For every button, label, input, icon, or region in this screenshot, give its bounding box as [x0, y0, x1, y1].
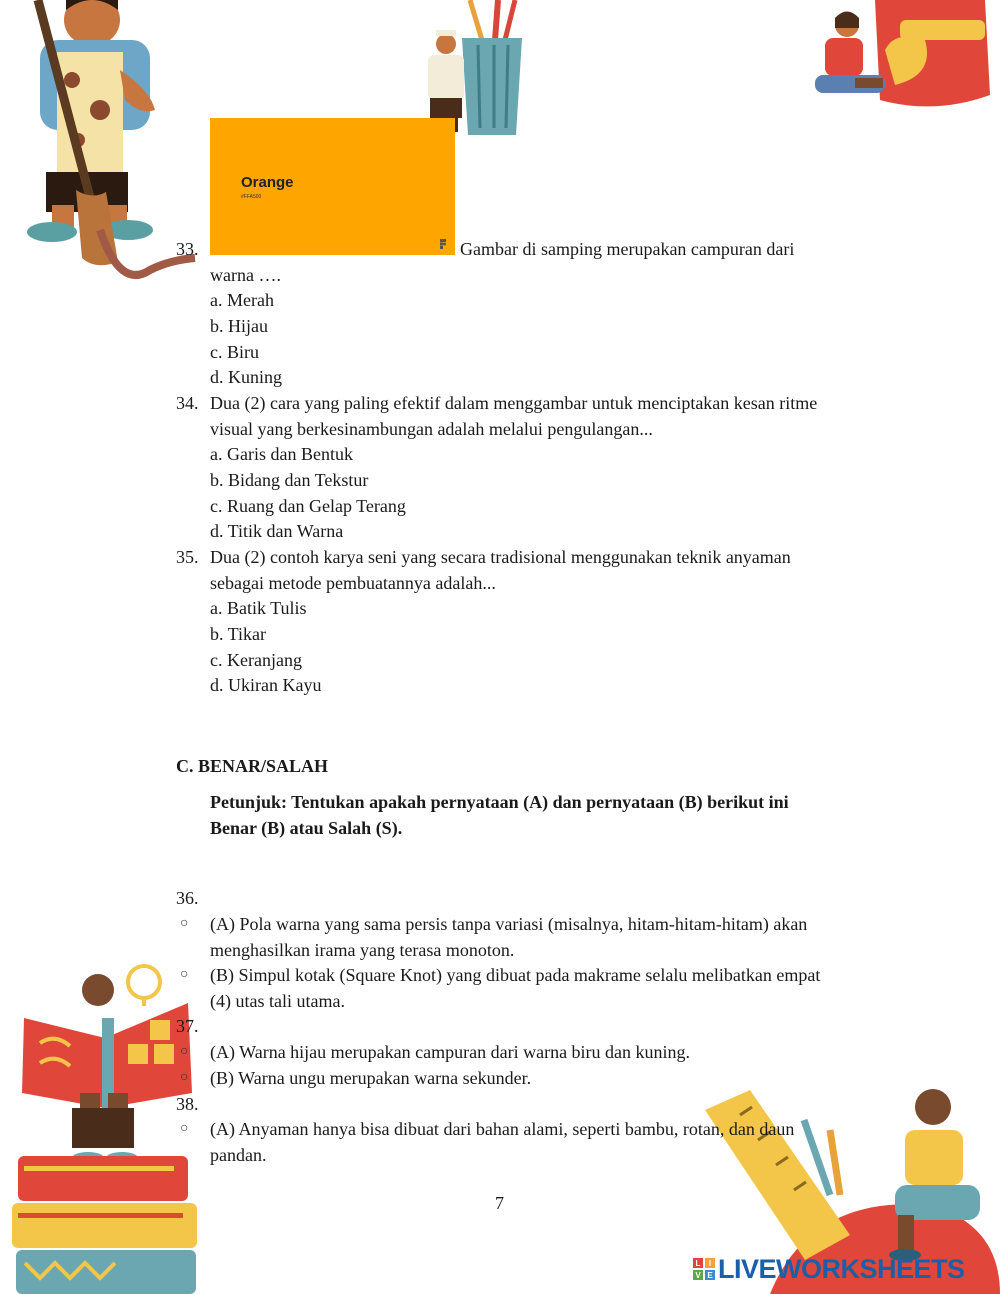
question-34-text-cont: visual yang berkesinambungan adalah melalui pengulangan... — [210, 419, 653, 439]
statement-b: (B) Simpul kotak (Square Knot) yang dibuat pada makrame selalu melibatkan empat — [210, 965, 821, 985]
statement-a: (A) Warna hijau merupakan campuran dari warna biru dan kuning. — [210, 1042, 691, 1062]
question-35-text-cont: sebagai metode pembuatannya adalah... — [210, 573, 496, 593]
option-d: d. Kuning — [210, 367, 282, 387]
question-33-text: Gambar di samping merupakan campuran dari — [460, 239, 795, 259]
question-38-number: 38. — [176, 1094, 199, 1114]
option-c: c. Biru — [210, 342, 259, 362]
statement-b: (B) Warna ungu merupakan warna sekunder. — [210, 1068, 532, 1088]
option-a: a. Garis dan Bentuk — [210, 444, 353, 464]
swatch-hex: #FFA500 — [241, 194, 262, 200]
option-a: a. Batik Tulis — [210, 598, 307, 618]
question-33-number: 33. — [176, 239, 199, 259]
question-33-text-cont: warna …. — [210, 265, 281, 285]
statement-a-cont: pandan. — [210, 1145, 267, 1165]
statement-a: (A) Anyaman hanya bisa dibuat dari bahan alami, seperti bambu, rotan, dan daun — [210, 1119, 795, 1139]
statement-a: (A) Pola warna yang sama persis tanpa variasi (misalnya, hitam-hitam-hitam) akan — [210, 914, 808, 934]
question-34-text: Dua (2) cara yang paling efektif dalam menggambar untuk menciptakan kesan ritme — [210, 393, 818, 413]
swatch-title: Orange — [241, 174, 294, 191]
instruction-text-cont: Benar (B) atau Salah (S). — [210, 818, 403, 838]
bullet-icon: ○ — [180, 916, 189, 931]
question-36-number: 36. — [176, 888, 199, 908]
painter-illustration — [0, 0, 200, 290]
liveworksheets-grid-icon: L I V E — [693, 1258, 715, 1280]
option-a: a. Merah — [210, 290, 274, 310]
backpack-illustration — [805, 0, 1000, 115]
bullet-icon: ○ — [180, 1044, 189, 1059]
statement-a-cont: menghasilkan irama yang terasa monoton. — [210, 940, 515, 960]
question-35-number: 35. — [176, 547, 199, 567]
instruction-text: Petunjuk: Tentukan apakah pernyataan (A) dan pernyataan (B) berikut ini — [210, 792, 789, 812]
statement-b-cont: (4) utas tali utama. — [210, 991, 345, 1011]
orange-swatch-image — [210, 118, 455, 255]
option-c: c. Ruang dan Gelap Terang — [210, 496, 406, 516]
question-34-number: 34. — [176, 393, 199, 413]
bullet-icon: ○ — [180, 967, 189, 982]
bullet-icon: ○ — [180, 1121, 189, 1136]
option-c: c. Keranjang — [210, 650, 302, 670]
liveworksheets-brand-text: LIVEWORKSHEETS — [718, 1253, 965, 1284]
page-number: 7 — [495, 1193, 504, 1213]
figma-icon — [440, 239, 446, 249]
option-d: d. Titik dan Warna — [210, 521, 344, 541]
option-d: d. Ukiran Kayu — [210, 675, 322, 695]
question-35-text: Dua (2) contoh karya seni yang secara tradisional menggunakan teknik anyaman — [210, 547, 791, 567]
bullet-icon: ○ — [180, 1070, 189, 1085]
option-b: b. Bidang dan Tekstur — [210, 470, 369, 490]
section-c-heading: C. BENAR/SALAH — [176, 756, 329, 776]
option-b: b. Tikar — [210, 624, 267, 644]
liveworksheets-logo[interactable] — [693, 1253, 965, 1285]
question-37-number: 37. — [176, 1016, 199, 1036]
option-b: b. Hijau — [210, 316, 268, 336]
